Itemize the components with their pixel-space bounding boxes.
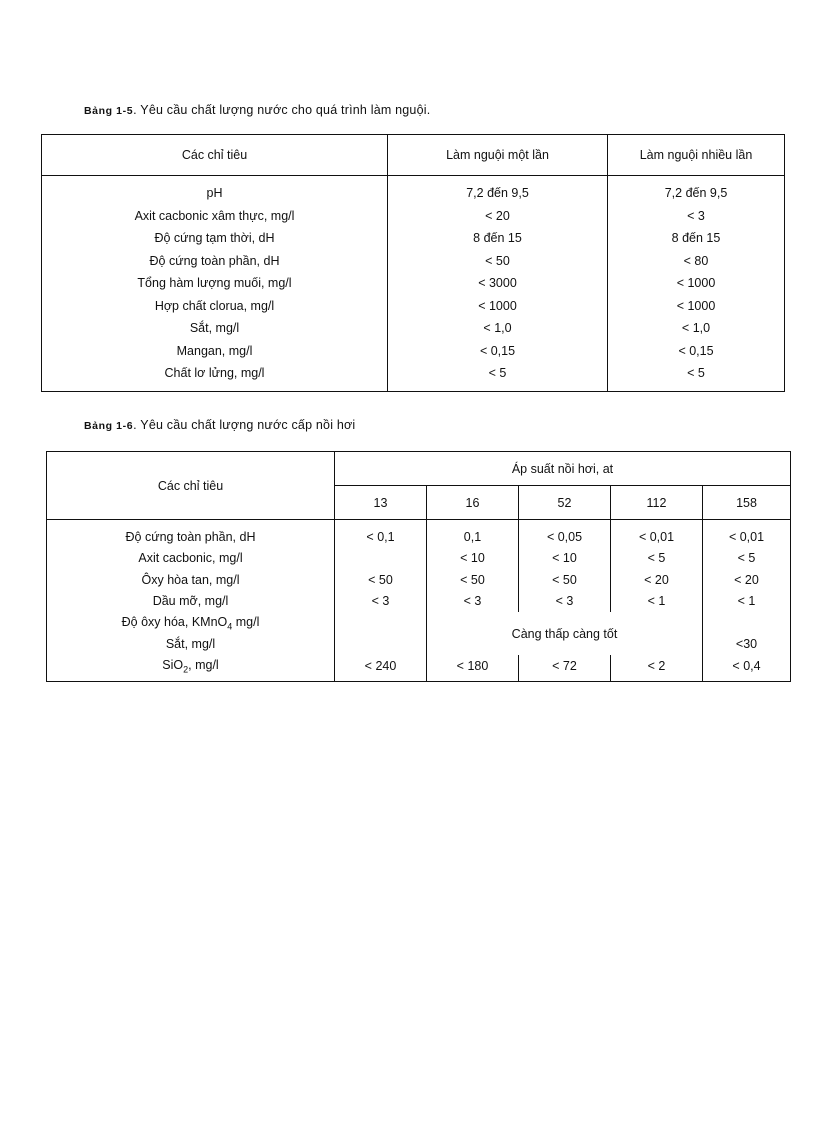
cell: < 3 — [608, 205, 785, 228]
oxidation-label: Độ ôxy hóa, KMnO — [121, 614, 228, 629]
cell: < 20 — [703, 569, 791, 591]
cell: < 10 — [519, 548, 611, 570]
cell: 8 đến 15 — [388, 227, 608, 250]
header-pressure: 13 — [335, 486, 427, 520]
row-label-sio2 — [47, 655, 335, 681]
cell: < 50 — [335, 569, 427, 591]
cell: < 3 — [335, 591, 427, 613]
cell: < 240 — [335, 655, 427, 681]
header-criteria: Các chỉ tiêu — [47, 452, 335, 520]
cell: < 1 — [611, 591, 703, 613]
table-row — [47, 548, 791, 570]
cell: < 72 — [519, 655, 611, 681]
table-row — [47, 612, 791, 634]
table-1-6-label: Bảng 1-6 — [84, 420, 134, 432]
cooling-water-table — [41, 134, 785, 392]
sio2-label: SiO — [162, 657, 184, 672]
oxidation-subscript: 4 — [227, 621, 233, 631]
row-label: Chất lơ lửng, mg/l — [164, 366, 265, 381]
table-row — [42, 340, 785, 363]
cell: < 1,0 — [608, 317, 785, 340]
cell: < 3000 — [388, 272, 608, 295]
row-label: Ôxy hòa tan, mg/l — [141, 572, 240, 587]
boiler-feedwater-table — [46, 451, 791, 682]
cell: < 5 — [388, 362, 608, 391]
cell: < 1000 — [388, 295, 608, 318]
header-pressure: 158 — [703, 486, 791, 520]
cell: < 5 — [611, 548, 703, 570]
cell: < 0,01 — [611, 520, 703, 548]
row-label: Độ cứng tạm thời, dH — [154, 231, 275, 246]
table-header-row — [47, 452, 791, 486]
table-row — [47, 591, 791, 613]
merged-cell-lower-better: Càng thấp càng tốt — [427, 612, 703, 655]
table-row — [47, 655, 791, 681]
sio2-subscript: 2 — [183, 664, 189, 674]
row-label: Hợp chất clorua, mg/l — [154, 298, 275, 313]
cell — [335, 634, 427, 656]
table-row — [47, 520, 791, 548]
row-label-iron: Sắt, mg/l — [165, 637, 216, 652]
table-row — [42, 362, 785, 391]
cell: < 1000 — [608, 272, 785, 295]
table-1-5-label: Bảng 1-5 — [84, 105, 134, 117]
table-header-row — [42, 135, 785, 176]
row-label: Axit cacbonic, mg/l — [138, 551, 243, 566]
row-label: Sắt, mg/l — [189, 321, 240, 336]
row-label: Mangan, mg/l — [176, 343, 253, 358]
cell: < 50 — [388, 250, 608, 273]
cell: < 5 — [608, 362, 785, 391]
header-pressure: 52 — [519, 486, 611, 520]
table-row — [42, 295, 785, 318]
header-pressure-group: Áp suất nồi hơi, at — [335, 452, 791, 486]
cell: 7,2 đến 9,5 — [388, 176, 608, 205]
row-label: Tổng hàm lượng muối, mg/l — [137, 276, 292, 291]
table-1-5-caption — [84, 103, 430, 117]
row-label: Axit cacbonic xâm thực, mg/l — [134, 208, 295, 223]
cell: < 10 — [427, 548, 519, 570]
table-1-6-title: . Yêu cầu chất lượng nước cấp nồi hơi — [133, 418, 356, 432]
cell: < 0,15 — [388, 340, 608, 363]
table-1-5-title: . Yêu cầu chất lượng nước cho quá trình làm nguội. — [133, 103, 431, 117]
cell: < 5 — [703, 548, 791, 570]
cell: < 0,15 — [608, 340, 785, 363]
cell: < 20 — [611, 569, 703, 591]
row-label: Độ cứng toàn phần, dH — [149, 253, 280, 268]
cell — [335, 612, 427, 634]
row-label-oxidation — [47, 612, 335, 634]
cell — [335, 548, 427, 570]
header-once-through: Làm nguội một lần — [388, 135, 608, 176]
cell: <30 — [703, 634, 791, 656]
cell: < 0,01 — [703, 520, 791, 548]
table-row — [47, 569, 791, 591]
cell: < 1,0 — [388, 317, 608, 340]
cell: < 80 — [608, 250, 785, 273]
table-row — [42, 250, 785, 273]
row-label: Dầu mỡ, mg/l — [152, 594, 229, 609]
cell: < 1 — [703, 591, 791, 613]
cell: < 3 — [519, 591, 611, 613]
table-row — [42, 227, 785, 250]
cell: < 20 — [388, 205, 608, 228]
cell: < 0,1 — [335, 520, 427, 548]
cell — [703, 612, 791, 634]
cell: < 2 — [611, 655, 703, 681]
header-recirculating: Làm nguội nhiều lần — [608, 135, 785, 176]
cell: < 1000 — [608, 295, 785, 318]
oxidation-unit: mg/l — [232, 614, 260, 629]
table-row — [42, 176, 785, 205]
cell: < 50 — [519, 569, 611, 591]
cell: < 180 — [427, 655, 519, 681]
cell: < 0,05 — [519, 520, 611, 548]
header-pressure: 112 — [611, 486, 703, 520]
row-label: pH — [206, 186, 223, 201]
table-row — [42, 205, 785, 228]
cell: < 3 — [427, 591, 519, 613]
cell: 8 đến 15 — [608, 227, 785, 250]
header-criteria: Các chỉ tiêu — [42, 135, 388, 176]
table-1-6-caption — [84, 418, 355, 432]
cell: 7,2 đến 9,5 — [608, 176, 785, 205]
header-pressure: 16 — [427, 486, 519, 520]
row-label: Độ cứng toàn phần, dH — [125, 529, 256, 544]
cell: < 0,4 — [703, 655, 791, 681]
cell: 0,1 — [427, 520, 519, 548]
table-row — [42, 317, 785, 340]
sio2-unit: , mg/l — [188, 657, 219, 672]
table-row — [42, 272, 785, 295]
cell: < 50 — [427, 569, 519, 591]
